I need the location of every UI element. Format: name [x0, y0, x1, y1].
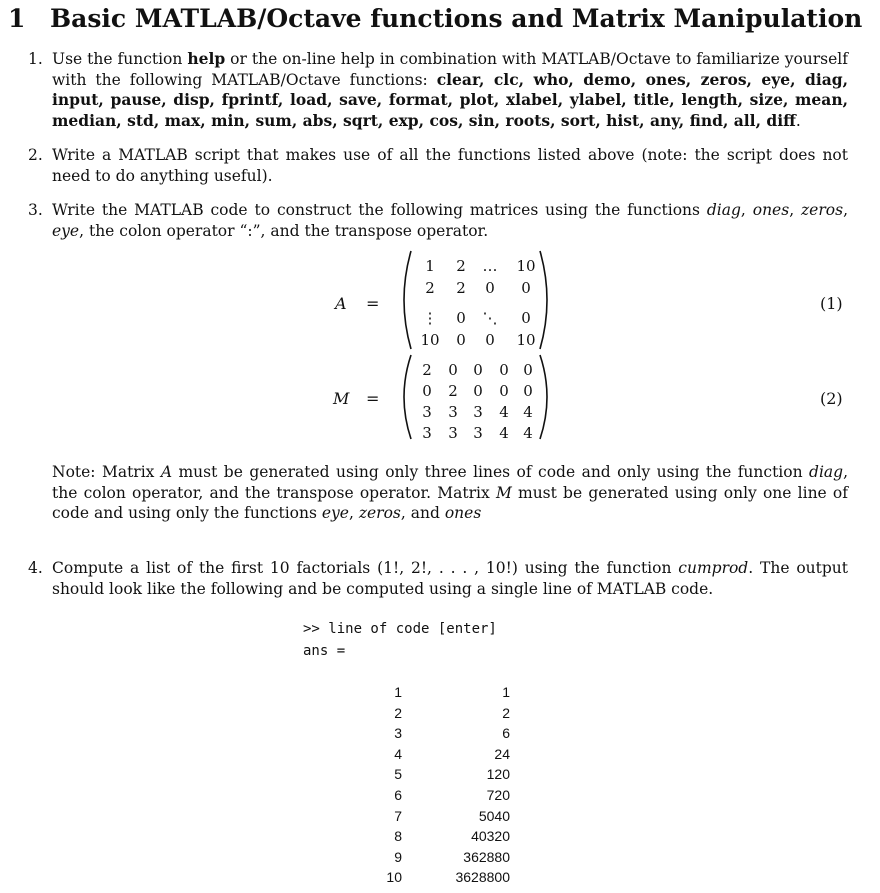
output-factorial-6: 5040	[478, 807, 510, 824]
output-factorial-2: 6	[502, 725, 510, 742]
output-factorial-1: 2	[502, 704, 510, 721]
section-title-text: Basic MATLAB/Octave functions and Matrix Manipulation	[50, 4, 863, 33]
note-text: must be generated using only three lines of code and only using the function	[172, 463, 810, 481]
matrix-a-cell-2-2: ⋱	[482, 309, 498, 327]
fn-zeros: zeros	[801, 201, 844, 219]
item-text: Compute a list of the first 10 factorials (1!, 2!, . . . , 10!) using the function	[52, 559, 679, 577]
fn-eye: eye	[52, 221, 80, 240]
matrix-a-cell-2-1: 0	[456, 309, 466, 327]
matrix-m-label: M	[333, 389, 350, 408]
output-factorial-7: 40320	[471, 828, 510, 845]
sep: ,	[843, 201, 848, 219]
output-factorial-5: 720	[486, 787, 510, 803]
output-index-4: 5	[394, 766, 402, 783]
matrix-a-cell-3-0: 10	[420, 331, 440, 349]
matrix-a-cell-0-2: …	[482, 257, 498, 275]
matrix-m-cell-0-2: 0	[473, 361, 483, 379]
item-number: 2.	[28, 146, 43, 164]
matrix-a-cell-1-3: 0	[521, 279, 531, 297]
output-factorial-9: 3628800	[455, 869, 510, 886]
item-4	[28, 558, 849, 599]
matrix-a-cell-3-2: 0	[485, 331, 495, 349]
item-number: 1.	[28, 50, 43, 68]
item-number: 4.	[28, 559, 43, 577]
matrix-m-left-paren	[404, 355, 411, 439]
matrix-m-cell-1-2: 0	[473, 382, 483, 400]
output-factorial-4: 120	[486, 766, 510, 783]
fn-cumprod: cumprod	[678, 559, 749, 577]
matrix-a-cell-2-3: 0	[521, 309, 531, 327]
note-var-a: A	[160, 463, 173, 481]
function-list: clear, clc, who, demo, ones, zeros, eye, diag, input, pause, disp, fprintf, load, save, format, plot, xlabel, ylabel, title, length, size, mean, median, std, max, min, sum, abs, sqrt, exp, cos, sin, roots, sort, hist, any, find, all, diff	[52, 69, 848, 130]
matrix-m-cell-3-2: 3	[473, 424, 483, 442]
matrix-m-cell-1-1: 2	[448, 382, 458, 400]
matrix-m-cell-2-2: 3	[473, 403, 483, 421]
item-text: Write a MATLAB script that makes use of all the functions listed above (note: the script does not need to do anything useful).	[52, 146, 848, 185]
output-index-0: 1	[394, 684, 402, 700]
note-text: , the colon operator, and the transpose operator. Matrix	[52, 463, 848, 502]
fn-ones: ones	[752, 201, 790, 219]
output-factorial-8: 362880	[463, 848, 510, 865]
help-keyword: help	[187, 49, 226, 68]
sep: ,	[740, 201, 753, 219]
matrix-a-cell-0-0: 1	[425, 257, 435, 275]
section-number: 1	[8, 4, 26, 33]
matrix-m-cell-0-4: 0	[523, 361, 533, 379]
matrix-a-equals: =	[366, 294, 380, 313]
output-index-5: 6	[394, 787, 402, 803]
note-text: must be generated using only one line of code and using only the functions	[52, 483, 848, 522]
note-text: ,	[348, 504, 359, 522]
note-fn-diag: diag	[809, 463, 844, 481]
item-text: .	[795, 111, 801, 130]
matrix-m-cell-1-3: 0	[499, 382, 509, 400]
matrix-m-cell-3-3: 4	[499, 424, 509, 442]
matrix-a-cell-3-1: 0	[456, 331, 466, 349]
item-text: Write the MATLAB code to construct the following matrices using the functions	[52, 201, 707, 219]
matrix-m-cell-0-0: 2	[422, 361, 432, 379]
fn-diag: diag	[706, 201, 741, 219]
equation-number-1: (1)	[820, 294, 843, 313]
matrix-a-cell-1-1: 2	[456, 279, 466, 297]
note-paragraph	[52, 462, 848, 524]
matrix-m-cell-1-0: 0	[422, 382, 432, 400]
matrix-m-cell-2-1: 3	[448, 403, 458, 421]
note-text: , and	[400, 504, 445, 522]
note-var-m: M	[495, 483, 512, 502]
code-prompt: >> line of code [enter]	[303, 621, 497, 637]
output-index-2: 3	[394, 725, 402, 742]
matrix-m-cell-0-3: 0	[499, 361, 509, 379]
output-index-9: 10	[386, 869, 402, 886]
note-fn-eye: eye	[321, 504, 349, 522]
matrix-a-cell-0-3: 10	[516, 257, 536, 275]
matrix-m-cell-2-4: 4	[523, 403, 533, 421]
matrix-m-cell-0-1: 0	[448, 361, 458, 379]
output-index-1: 2	[394, 704, 402, 721]
matrix-m-right-paren	[540, 355, 547, 439]
matrix-m-cell-1-4: 0	[523, 382, 533, 400]
matrix-a-cell-2-0: ⋮	[422, 309, 438, 327]
matrix-a-cell-0-1: 2	[456, 257, 466, 275]
output-factorial-3: 24	[494, 745, 510, 762]
matrix-a-cell-1-2: 0	[485, 279, 495, 297]
note-text: Note: Matrix	[52, 463, 161, 481]
matrix-m-cell-3-1: 3	[448, 424, 458, 442]
matrix-a-cell-1-0: 2	[425, 279, 435, 297]
code-ans: ans =	[303, 643, 346, 659]
equation-number-2: (2)	[820, 389, 843, 408]
matrix-a-label: A	[335, 294, 347, 313]
note-fn-zeros: zeros	[358, 504, 401, 522]
output-factorial-0: 1	[502, 684, 510, 700]
output-index-7: 8	[394, 828, 402, 845]
note-fn-ones: ones	[444, 504, 482, 522]
output-index-8: 9	[394, 848, 402, 865]
matrix-m-cell-3-4: 4	[523, 424, 533, 442]
matrix-a-right-paren	[540, 251, 547, 349]
item-text: or the on-line help in combination with MATLAB/Octave to familiarize yourself with the following MATLAB/Octave functions:	[52, 50, 849, 89]
matrix-m-cell-2-0: 3	[422, 403, 432, 421]
matrix-a-left-paren	[404, 251, 411, 349]
output-index-3: 4	[394, 745, 402, 762]
sep: ,	[789, 201, 802, 219]
sep: ,	[79, 221, 85, 240]
output-index-6: 7	[394, 807, 402, 824]
item-text: the colon operator “:”, and the transpose operator.	[84, 221, 489, 240]
item-number: 3.	[28, 201, 43, 219]
matrix-m-cell-2-3: 4	[499, 403, 509, 421]
matrix-m-cell-3-0: 3	[422, 424, 432, 442]
matrix-a-cell-3-3: 10	[516, 331, 536, 349]
item-text: Use the function	[52, 50, 188, 68]
item-text: . The output should look like the following and be computed using a single line of MATLAB code.	[52, 559, 849, 598]
matrix-m-equals: =	[366, 389, 380, 408]
